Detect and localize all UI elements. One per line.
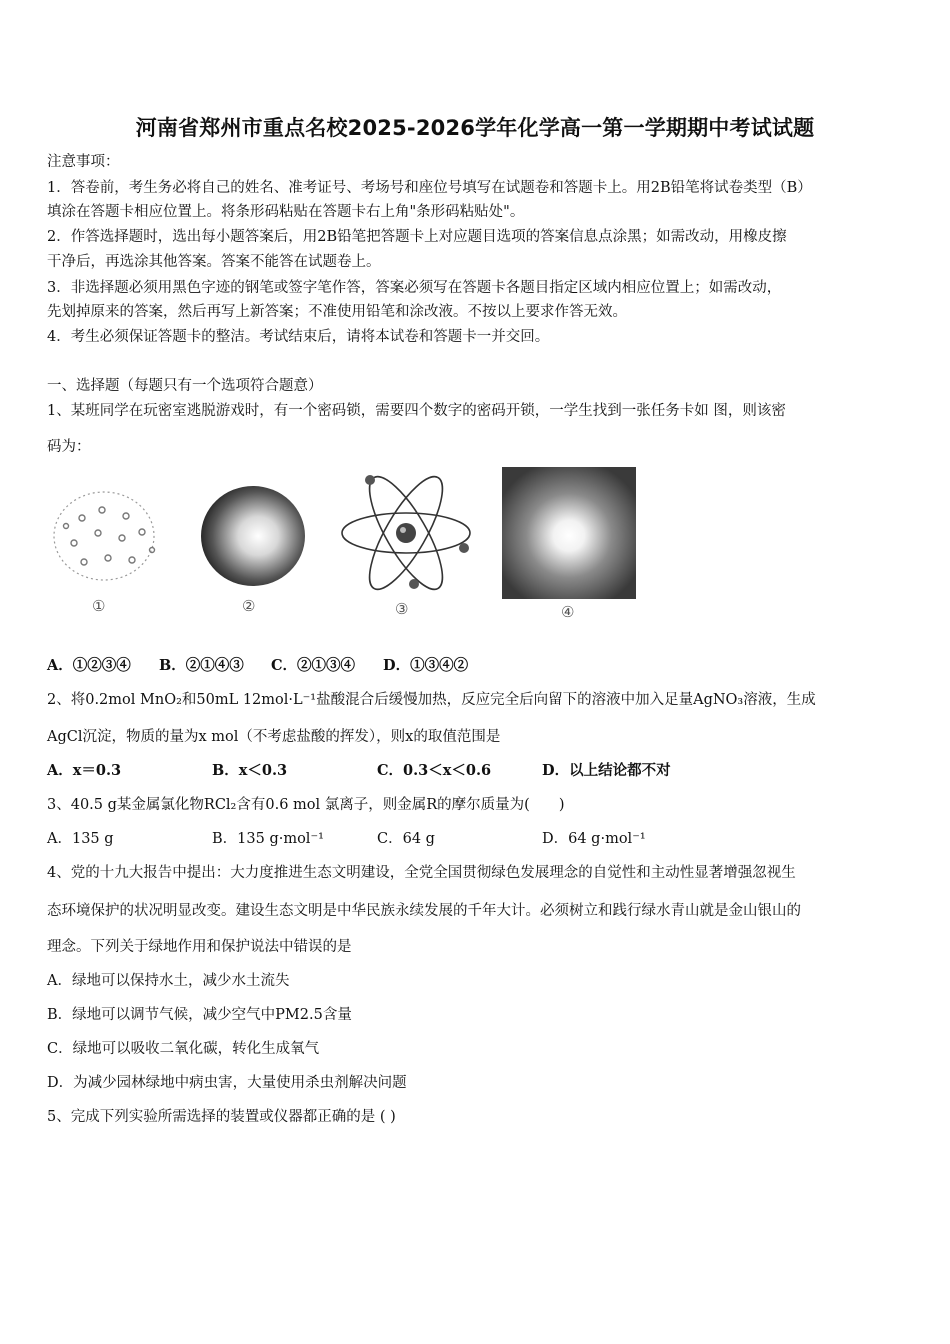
q3-stem: 3、40.5 g某金属氯化物RCl₂含有0.6 mol 氯离子，则金属R的摩尔质量为( ) (47, 797, 565, 813)
q3-option-a: A．135 g (47, 831, 114, 847)
q4-option-b: B．绿地可以调节气候，减少空气中PM2.5含量 (47, 1007, 352, 1023)
q2-stem: 2、将0.2mol MnO₂和50mL 12mol·L⁻¹盐酸混合后缓慢加热，反应完全后向留下的溶液中加入足量AgNO₃溶液，生成 (47, 692, 816, 708)
notice-line: 1．答卷前，考生务必将自己的姓名、准考证号、考场号和座位号填写在试题卷和答题卡上。用2B铅笔将试卷类型（B） (47, 180, 812, 196)
q4-stem: 4、党的十九大报告中提出：大力度推进生态文明建设，全党全国贯彻绿色发展理念的自觉性和主动性显著增强忽视生 (47, 865, 796, 881)
q4-option-d: D．为减少园林绿地中病虫害，大量使用杀虫剂解决问题 (47, 1075, 407, 1091)
q1-option-d: D．①③④② (383, 657, 469, 674)
section-heading: 一、选择题（每题只有一个选项符合题意） (47, 378, 323, 394)
notice-line: 填涂在答题卡相应位置上。将条形码粘贴在答题卡右上角"条形码粘贴处"。 (47, 204, 525, 220)
q1-stem: 1、某班同学在玩密室逃脱游戏时，有一个密码锁，需要四个数字的密码开锁，一学生找到一张任务卡如 图，则该密 (47, 403, 786, 419)
q2-option-c: C．0.3＜x＜0.6 (377, 762, 492, 779)
atom-model-plum-pudding-figure (52, 488, 162, 588)
notice-line: 干净后，再选涂其他答案。答案不能答在试题卷上。 (47, 254, 381, 270)
q4-option-c: C．绿地可以吸收二氧化碳，转化生成氧气 (47, 1041, 320, 1057)
q2-option-a: A．x＝0.3 (47, 762, 122, 779)
notice-heading: 注意事项： (47, 154, 120, 170)
figure-label: ① (92, 597, 106, 615)
notice-line: 4．考生必须保证答题卡的整洁。考试结束后，请将本试卷和答题卡一并交回。 (47, 329, 550, 345)
q4-stem: 理念。下列关于绿地作用和保护说法中错误的是 (47, 939, 352, 955)
q3-option-d: D．64 g·mol⁻¹ (542, 831, 646, 847)
q1-option-c: C．②①③④ (271, 657, 356, 674)
q1-stem: 码为： (47, 439, 91, 455)
q3-option-c: C．64 g (377, 831, 435, 847)
q4-stem: 态环境保护的状况明显改变。建设生态文明是中华民族永续发展的千年大计。必须树立和践行绿水青山就是金山银山的 (47, 903, 801, 919)
q3-option-b: B．135 g·mol⁻¹ (212, 831, 324, 847)
atom-model-solid-sphere-figure (198, 480, 308, 590)
figure-label: ② (242, 597, 256, 615)
q4-option-a: A．绿地可以保持水土，减少水土流失 (47, 973, 290, 989)
q2-option-b: B．x＜0.3 (212, 762, 288, 779)
atom-model-electron-cloud-figure (502, 467, 636, 599)
notice-line: 先划掉原来的答案，然后再写上新答案；不准使用铅笔和涂改液。不按以上要求作答无效。 (47, 304, 627, 320)
q5-stem: 5、完成下列实验所需选择的装置或仪器都正确的是 ( ) (47, 1109, 396, 1125)
q2-option-d: D．以上结论都不对 (542, 762, 671, 779)
q2-stem: AgCl沉淀，物质的量为x mol（不考虑盐酸的挥发），则x的取值范围是 (47, 729, 501, 745)
notice-line: 3．非选择题必须用黑色字迹的钢笔或签字笔作答，答案必须写在答题卡各题目指定区域内相应位置上；如需改动， (47, 280, 782, 296)
page-title: 河南省郑州市重点名校2025-2026学年化学高一第一学期期中考试试题 (135, 116, 815, 140)
q1-option-a: A．①②③④ (47, 657, 131, 674)
figure-label: ③ (395, 600, 409, 618)
q1-option-b: B．②①④③ (159, 657, 244, 674)
notice-line: 2．作答选择题时，选出每小题答案后，用2B铅笔把答题卡上对应题目选项的答案信息点涂黑；如需改动，用橡皮擦 (47, 229, 787, 245)
figure-label: ④ (561, 603, 575, 621)
atom-model-orbital-figure (336, 470, 476, 596)
